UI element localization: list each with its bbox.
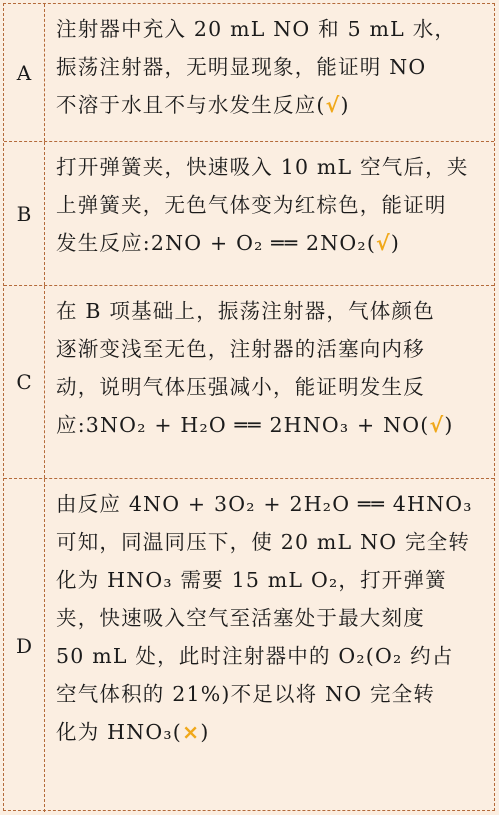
content-line: 夹，快速吸入空气至活塞处于最大刻度: [56, 606, 425, 630]
content-line: [56, 224, 488, 262]
content-line: 可知，同温同压下，使 20 mL NO 完全转: [56, 530, 471, 554]
check-mark-icon: √: [376, 231, 391, 255]
content-line: 空气体积的 21%)不足以将 NO 完全转: [56, 682, 436, 706]
row-label: D: [4, 479, 45, 812]
row-content: [56, 485, 488, 751]
closing-paren: ): [200, 720, 210, 744]
content-line: 50 mL 处，此时注射器中的 O₂(O₂ 约占: [56, 644, 454, 668]
row-label: A: [4, 4, 45, 141]
table-row-a: [4, 4, 494, 141]
line-text: 发生反应:2NO + O₂ ══ 2NO₂(: [56, 231, 377, 255]
closing-paren: ): [390, 231, 401, 255]
check-mark-icon: √: [325, 93, 341, 117]
content-line: 动，说明气体压强减小，能证明发生反: [56, 375, 425, 399]
content-line: [56, 406, 488, 444]
closing-paren: ): [444, 413, 454, 437]
content-line: 注射器中充入 20 mL NO 和 5 mL 水，: [56, 17, 457, 41]
line-text: 化为 HNO₃(: [56, 720, 182, 744]
answer-table: [3, 3, 495, 811]
cross-mark-icon: ×: [181, 720, 201, 744]
table-row-b: [4, 141, 494, 285]
content-line: 化为 HNO₃ 需要 15 mL O₂，打开弹簧: [56, 568, 447, 592]
table-row-d: [4, 478, 494, 812]
content-line: 上弹簧夹，无色气体变为红棕色，能证明: [56, 193, 447, 217]
content-line: 逐渐变浅至无色，注射器的活塞向内移: [56, 337, 425, 361]
line-text: 应:3NO₂ + H₂O ══ 2HNO₃ + NO(: [56, 413, 430, 437]
table-row-c: [4, 285, 494, 478]
row-label: C: [4, 286, 45, 478]
closing-paren: ): [340, 93, 350, 117]
row-content: [56, 148, 488, 262]
row-content: [56, 292, 488, 444]
content-line: 振荡注射器，无明显现象，能证明 NO: [56, 55, 427, 79]
content-line: [56, 86, 488, 124]
content-line: [56, 713, 488, 751]
line-text: 不溶于水且不与水发生反应(: [56, 93, 326, 117]
check-mark-icon: √: [429, 413, 445, 437]
row-label: B: [4, 142, 45, 285]
content-line: 在 B 项基础上，振荡注射器，气体颜色: [56, 299, 435, 323]
content-line: 由反应 4NO + 3O₂ + 2H₂O ══ 4HNO₃: [56, 492, 473, 516]
content-line: 打开弹簧夹，快速吸入 10 mL 空气后，夹: [56, 155, 469, 179]
row-content: [56, 10, 488, 124]
